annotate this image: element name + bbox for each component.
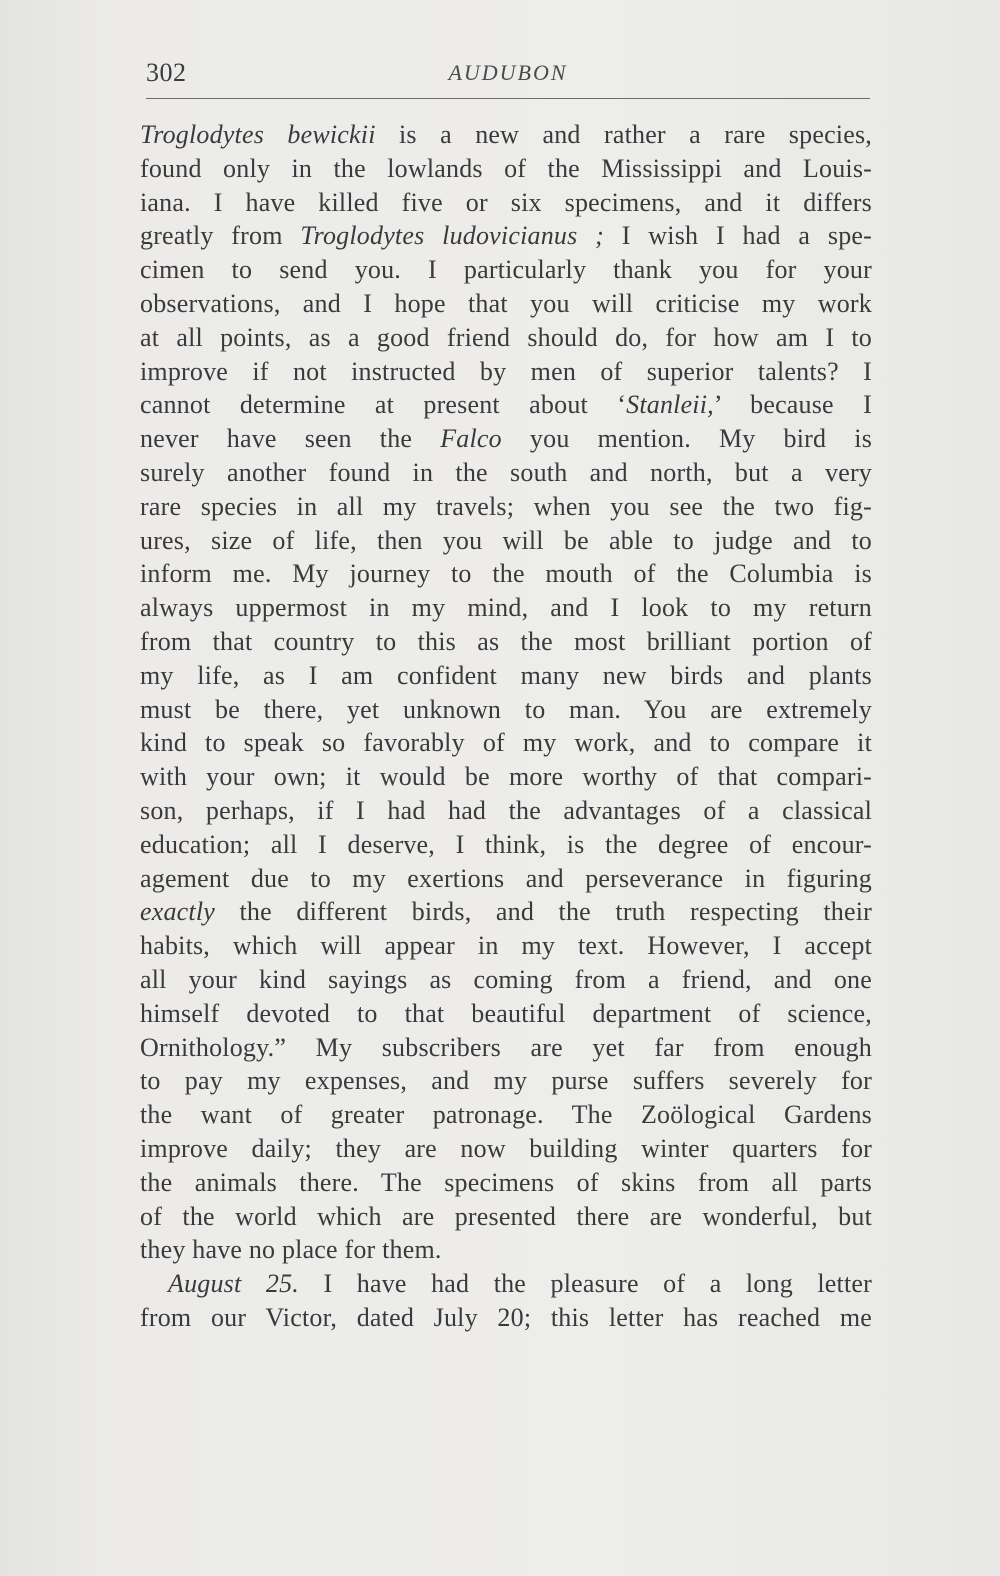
text-line xyxy=(140,693,872,727)
text-line xyxy=(140,726,872,760)
text-segment: habits, which will appear in my text. However, I accept xyxy=(140,931,872,961)
text-line xyxy=(140,557,872,591)
text-line xyxy=(140,591,872,625)
text-segment: my life, as I am confident many new birds and plants xyxy=(140,660,872,690)
text-segment: always uppermost in my mind, and I look to my return xyxy=(140,593,872,623)
text-segment: with your own; it would be more worthy of that compari- xyxy=(140,762,872,792)
text-line xyxy=(140,186,872,220)
text-line xyxy=(140,963,872,997)
text-segment: is a new and rather a rare species, xyxy=(375,120,872,149)
text-line xyxy=(140,1267,872,1301)
text-segment: the animals there. The specimens of skins from all parts xyxy=(140,1167,872,1197)
text-segment: from that country to this as the most brilliant portion of xyxy=(140,626,872,656)
text-line xyxy=(140,862,872,896)
text-line xyxy=(140,152,872,186)
text-line xyxy=(140,1031,872,1065)
text-segment: you mention. My bird is xyxy=(501,424,873,454)
text-line xyxy=(140,490,872,524)
text-segment: found only in the lowlands of the Mississippi and Louis- xyxy=(140,153,872,183)
text-segment: agement due to my exertions and perseverance in figuring xyxy=(140,863,872,893)
italic-text: exactly xyxy=(140,897,216,927)
text-segment: the different birds, and the truth respecting their xyxy=(215,897,872,927)
text-segment: never have seen the xyxy=(140,424,441,454)
text-segment: ’ because I xyxy=(713,390,872,420)
text-segment: improve daily; they are now building winter quarters for xyxy=(140,1133,872,1163)
running-head: AUDUBON xyxy=(448,60,568,85)
text-line xyxy=(140,456,872,490)
text-segment: rare species in all my travels; when you see the two fig- xyxy=(140,491,872,521)
text-segment: himself devoted to that beautiful department of science, xyxy=(140,998,872,1028)
text-segment: I have had the pleasure of a long letter xyxy=(298,1269,872,1299)
text-segment: from our Victor, dated July 20; this letter has reached me xyxy=(140,1302,872,1332)
text-line xyxy=(140,1064,872,1098)
text-line xyxy=(140,118,872,152)
text-line xyxy=(140,355,872,389)
text-segment: cannot determine at present about ‘ xyxy=(140,390,627,420)
text-segment: son, perhaps, if I had had the advantages of a classical xyxy=(140,795,872,825)
text-line xyxy=(140,1166,872,1200)
text-segment: Ornithology.” My subscribers are yet far from enough xyxy=(140,1032,872,1062)
body-text xyxy=(140,118,872,1335)
text-line xyxy=(140,253,872,287)
text-segment: to pay my expenses, and my purse suffers severely for xyxy=(140,1066,872,1096)
text-line xyxy=(140,1301,872,1335)
text-line xyxy=(140,794,872,828)
text-line xyxy=(140,1098,872,1132)
text-segment: kind to speak so favorably of my work, and to compare it xyxy=(140,728,872,758)
text-line xyxy=(140,1233,872,1267)
text-segment: at all points, as a good friend should do, for how am I to xyxy=(140,322,872,352)
text-line xyxy=(140,760,872,794)
text-line xyxy=(140,625,872,659)
text-line xyxy=(140,321,872,355)
text-line xyxy=(140,524,872,558)
italic-text: Troglodytes ludovicianus ; xyxy=(300,221,604,251)
text-segment: iana. I have killed five or six specimens, and it differs xyxy=(140,187,872,217)
text-segment: ures, size of life, then you will be able to judge and to xyxy=(140,525,872,555)
italic-text: August 25. xyxy=(168,1269,299,1299)
italic-text: Stanleii, xyxy=(626,390,714,420)
italic-text: Falco xyxy=(440,424,502,454)
text-segment: improve if not instructed by men of superior talents? I xyxy=(140,356,872,386)
text-segment: greatly from xyxy=(140,221,301,251)
text-line xyxy=(140,929,872,963)
text-segment: observations, and I hope that you will criticise my work xyxy=(140,288,872,318)
header-rule xyxy=(146,98,870,99)
text-line xyxy=(140,659,872,693)
text-segment: all your kind sayings as coming from a friend, and one xyxy=(140,964,872,994)
text-line xyxy=(140,895,872,929)
text-segment: education; all I deserve, I think, is the degree of encour- xyxy=(140,829,872,859)
text-segment: inform me. My journey to the mouth of the Columbia is xyxy=(140,559,872,589)
page-header xyxy=(146,58,870,94)
text-segment: I wish I had a spe- xyxy=(604,221,872,251)
page-number: 302 xyxy=(146,58,187,87)
text-segment: surely another found in the south and north, but a very xyxy=(140,457,872,487)
text-segment: the want of greater patronage. The Zoölogical Gardens xyxy=(140,1100,872,1130)
italic-text: Troglodytes bewickii xyxy=(140,120,376,149)
text-line xyxy=(140,422,872,456)
text-line xyxy=(140,388,872,422)
text-segment: of the world which are presented there are wonderful, but xyxy=(140,1201,872,1231)
text-segment: they have no place for them. xyxy=(140,1235,442,1265)
text-line xyxy=(140,1132,872,1166)
text-line xyxy=(140,828,872,862)
text-line xyxy=(140,287,872,321)
text-segment: must be there, yet unknown to man. You are extremely xyxy=(140,694,872,724)
text-line xyxy=(140,997,872,1031)
text-line xyxy=(140,219,872,253)
text-line xyxy=(140,1200,872,1234)
text-segment: cimen to send you. I particularly thank you for your xyxy=(140,255,872,285)
